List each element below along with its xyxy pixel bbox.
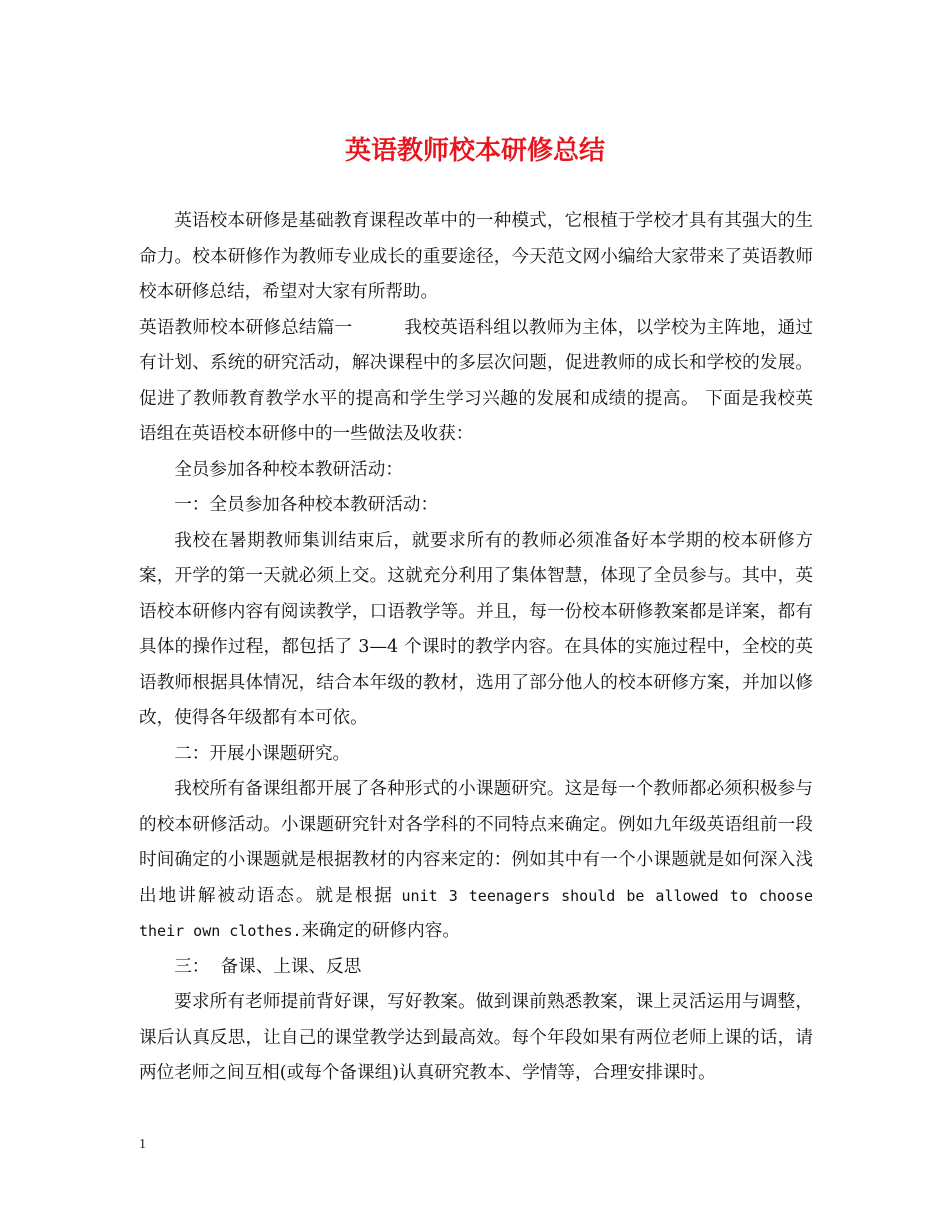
document-title: 英语教师校本研修总结 xyxy=(344,136,605,166)
plan-paragraph: 我校在暑期教师集训结束后，就要求所有的教师必须准备好本学期的校本研修方案，开学的第一天就必须上交。这就充分利用了集体智慧，体现了全员参与。其中，英语校本研修内容有阅读教学，口语教学等。并且，每一份校本研修教案都是详案，都有具体的操作过程，都包括了 3—4 个课时的教学内容。在具体的实施过程中，全校的英语教师根据具体情况，结合本年级的教材，选用了部分他人的校本研修方案，并加以修改，使得各年级都有本可依。 xyxy=(139,530,813,728)
prepare-paragraph: 要求所有老师提前背好课，写好教案。做到课前熟悉教案，课上灵活运用与调整，课后认真反思，让自己的课堂教学达到最高效。每个年段如果有两位老师上课的话，请两位老师之间互相(或每个备课组)认真研究教本、学情等，合理安排课时。 xyxy=(139,992,813,1083)
section1-paragraph xyxy=(139,311,813,453)
heading-one: 一：全员参加各种校本教研活动： xyxy=(174,495,439,515)
heading-two: 二：开展小课题研究。 xyxy=(174,743,351,764)
all-staff-paragraph: 全员参加各种校本教研活动： xyxy=(174,459,403,480)
research-paragraph xyxy=(139,772,813,950)
page-number: 1 xyxy=(139,1137,146,1152)
research-english-quote: unit 3 teenagers should be allowed to choose their own clothes. xyxy=(139,886,813,940)
research-text-end: 来确定的研修内容。 xyxy=(301,921,460,941)
intro-paragraph: 英语校本研修是基础教育课程改革中的一种模式，它根植于学校才具有其强大的生命力。校本研修作为教师专业成长的重要途径，今天范文网小编给大家带来了英语教师校本研修总结，希望对大家有所帮助。 xyxy=(139,211,813,302)
section1-heading: 英语教师校本研修总结篇一 xyxy=(139,317,353,338)
section1-lead: 我校英语科组以教师为主体，以学校为主阵地，通过有计划、系统的研究活动，解决课程中的多层次问题，促进教师的成长和学校的发展。促进了教师教育教学水平的提高和学生学习兴趣的发展和成绩的提高。 下面是我校英语组在英语校本研修中的一些做法及收获： xyxy=(139,317,813,444)
heading-three: 三： 备课、上课、反思 xyxy=(174,956,362,977)
document-body xyxy=(139,204,813,1092)
research-text-start: 我校所有备课组都开展了各种形式的小课题研究。这是每一个教师都必须积极参与的校本研修活动。小课题研究针对各学科的不同特点来确定。例如九年级英语组前一段时间确定的小课题就是根据教材的内容来定的：例如其中有一个小课题就是如何深入浅出地讲解被动语态。就是根据 xyxy=(139,779,813,906)
